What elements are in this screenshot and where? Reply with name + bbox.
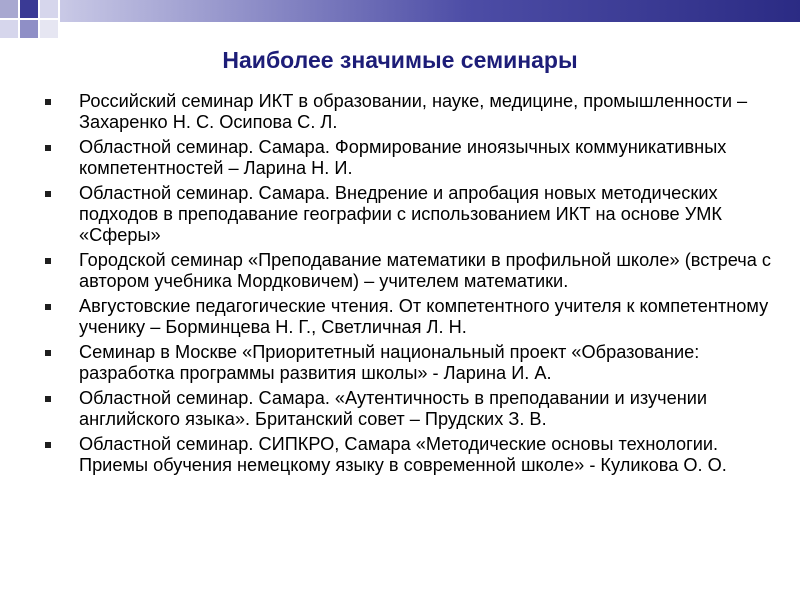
list-item <box>36 91 786 133</box>
square-bullet-icon <box>45 442 51 448</box>
decor-square <box>0 20 18 38</box>
list-item-text: Августовские педагогические чтения. От компетентного учителя к компетентному ученику – Борминцева Н. Г., Светличная Л. Н. <box>79 296 769 337</box>
list-item-text: Областной семинар. СИПКРО, Самара «Методические основы технологии. Приемы обучения немецкому языку в современной школе» - Куликова О. О. <box>79 434 727 475</box>
decor-square <box>0 0 18 18</box>
decor-square <box>20 0 38 18</box>
square-bullet-icon <box>45 350 51 356</box>
decor-square <box>40 0 58 18</box>
seminar-list <box>36 91 786 480</box>
list-item <box>36 137 786 179</box>
slide-title: Наиболее значимые семинары <box>222 47 578 73</box>
header-decoration <box>0 0 800 40</box>
list-item-text: Российский семинар ИКТ в образовании, науке, медицине, промышленности – Захаренко Н. С. Осипова С. Л. <box>79 91 748 132</box>
square-bullet-icon <box>45 258 51 264</box>
list-item-text: Областной семинар. Самара. «Аутентичность в преподавании и изучении английского языка». Британский совет – Прудских З. В. <box>79 388 708 429</box>
square-bullet-icon <box>45 304 51 310</box>
header-gradient-bar <box>60 0 800 22</box>
list-item-text: Городской семинар «Преподавание математики в профильной школе» (встреча с автором учебника Мордковичем) – учителем математики. <box>79 250 772 291</box>
list-item-text: Семинар в Москве «Приоритетный национальный проект «Образование: разработка программы развития школы» - Ларина И. А. <box>79 342 700 383</box>
list-item <box>36 296 786 338</box>
decor-square <box>40 20 58 38</box>
list-item <box>36 388 786 430</box>
decor-square <box>20 20 38 38</box>
square-bullet-icon <box>45 191 51 197</box>
list-item-text: Областной семинар. Самара. Формирование иноязычных коммуникативных компетентностей – Ларина Н. И. <box>79 137 727 178</box>
list-item <box>36 434 786 476</box>
list-item <box>36 183 786 246</box>
list-item <box>36 250 786 292</box>
list-item <box>36 342 786 384</box>
square-bullet-icon <box>45 396 51 402</box>
square-bullet-icon <box>45 145 51 151</box>
square-bullet-icon <box>45 99 51 105</box>
list-item-text: Областной семинар. Самара. Внедрение и апробация новых методических подходов в преподавание географии с использованием ИКТ на основе УМК «Сферы» <box>79 183 722 245</box>
